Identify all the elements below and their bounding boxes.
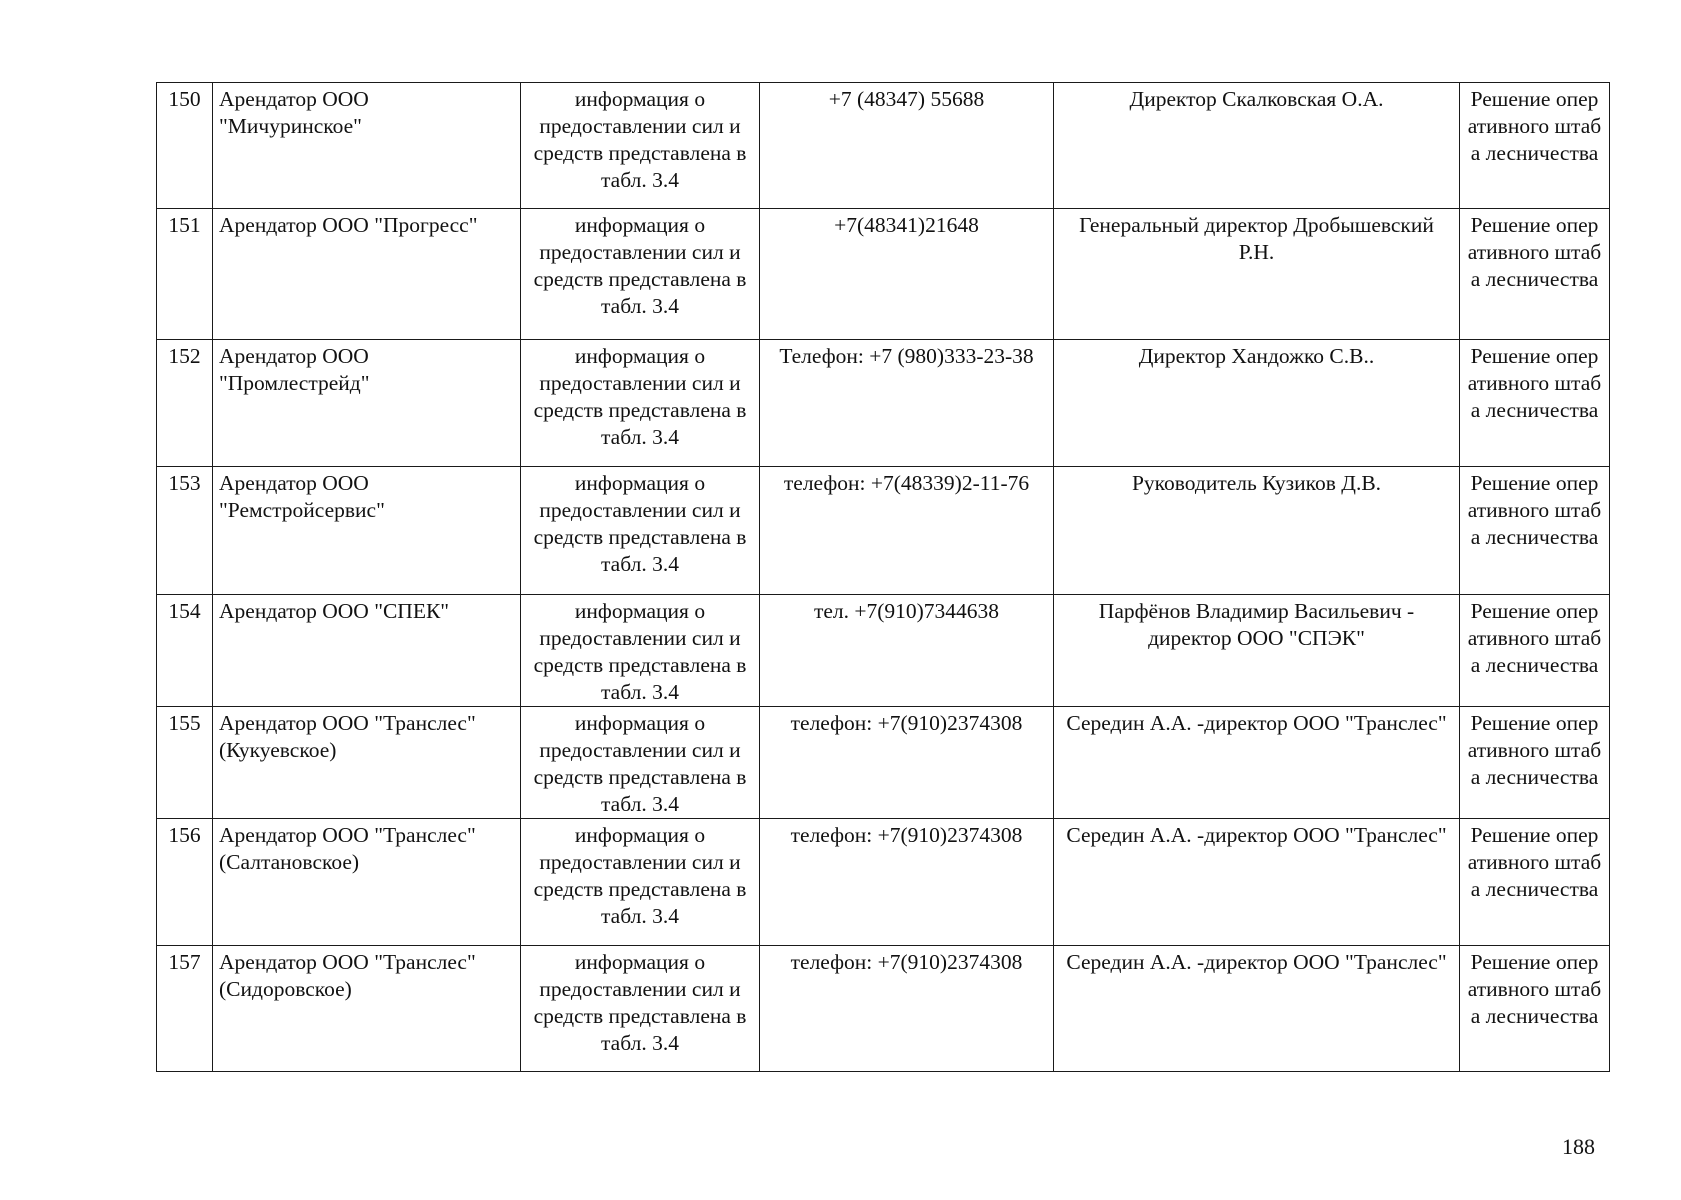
row-number: 151 — [157, 209, 213, 340]
resources-info: информация о предоставлении сил и средств представлена в табл. 3.4 — [521, 819, 760, 946]
responsible-person: Генеральный директор Дробышевский Р.Н. — [1054, 209, 1460, 340]
row-number: 156 — [157, 819, 213, 946]
resources-info: информация о предоставлении сил и средств представлена в табл. 3.4 — [521, 707, 760, 819]
table-row — [157, 595, 1610, 707]
contact-phone: телефон: +7(48339)2-11-76 — [760, 467, 1054, 595]
decision-basis: Решение оперативного штаба лесничества — [1460, 340, 1610, 467]
contact-phone: телефон: +7(910)2374308 — [760, 946, 1054, 1072]
contact-phone: Телефон: +7 (980)333-23-38 — [760, 340, 1054, 467]
table-row — [157, 340, 1610, 467]
table-row — [157, 946, 1610, 1072]
page-number: 188 — [1562, 1134, 1595, 1159]
row-number: 155 — [157, 707, 213, 819]
responsible-person: Руководитель Кузиков Д.В. — [1054, 467, 1460, 595]
responsible-person: Середин А.А. -директор ООО "Транслес" — [1054, 819, 1460, 946]
responsible-person: Директор Скалковская О.А. — [1054, 83, 1460, 209]
organization-name: Арендатор ООО "Транслес" (Салтановское) — [213, 819, 521, 946]
resources-info: информация о предоставлении сил и средств представлена в табл. 3.4 — [521, 83, 760, 209]
table-row — [157, 819, 1610, 946]
decision-basis: Решение оперативного штаба лесничества — [1460, 819, 1610, 946]
table-row — [157, 209, 1610, 340]
table-row — [157, 83, 1610, 209]
organization-name: Арендатор ООО "Транслес" (Сидоровское) — [213, 946, 521, 1072]
row-number: 157 — [157, 946, 213, 1072]
contact-phone: телефон: +7(910)2374308 — [760, 819, 1054, 946]
contact-phone: +7 (48347) 55688 — [760, 83, 1054, 209]
organization-name: Арендатор ООО "Мичуринское" — [213, 83, 521, 209]
resources-info: информация о предоставлении сил и средств представлена в табл. 3.4 — [521, 467, 760, 595]
row-number: 154 — [157, 595, 213, 707]
decision-basis: Решение оперативного штаба лесничества — [1460, 595, 1610, 707]
contact-phone: телефон: +7(910)2374308 — [760, 707, 1054, 819]
contact-phone: тел. +7(910)7344638 — [760, 595, 1054, 707]
decision-basis: Решение оперативного штаба лесничества — [1460, 83, 1610, 209]
responsible-person: Директор Хандожко С.В.. — [1054, 340, 1460, 467]
decision-basis: Решение оперативного штаба лесничества — [1460, 467, 1610, 595]
contact-phone: +7(48341)21648 — [760, 209, 1054, 340]
table-row — [157, 467, 1610, 595]
responsible-person: Середин А.А. -директор ООО "Транслес" — [1054, 946, 1460, 1072]
resources-info: информация о предоставлении сил и средств представлена в табл. 3.4 — [521, 340, 760, 467]
organization-name: Арендатор ООО "Промлестрейд" — [213, 340, 521, 467]
resources-info: информация о предоставлении сил и средств представлена в табл. 3.4 — [521, 595, 760, 707]
decision-basis: Решение оперативного штаба лесничества — [1460, 946, 1610, 1072]
organization-name: Арендатор ООО "Транслес" (Кукуевское) — [213, 707, 521, 819]
decision-basis: Решение оперативного штаба лесничества — [1460, 707, 1610, 819]
organization-name: Арендатор ООО "Прогресс" — [213, 209, 521, 340]
responsible-person: Середин А.А. -директор ООО "Транслес" — [1054, 707, 1460, 819]
row-number: 152 — [157, 340, 213, 467]
decision-basis: Решение оперативного штаба лесничества — [1460, 209, 1610, 340]
leaseholders-table — [156, 82, 1610, 1072]
table-row — [157, 707, 1610, 819]
organization-name: Арендатор ООО "СПЕК" — [213, 595, 521, 707]
responsible-person: Парфёнов Владимир Васильевич - директор ООО "СПЭК" — [1054, 595, 1460, 707]
resources-info: информация о предоставлении сил и средств представлена в табл. 3.4 — [521, 946, 760, 1072]
row-number: 153 — [157, 467, 213, 595]
row-number: 150 — [157, 83, 213, 209]
resources-info: информация о предоставлении сил и средств представлена в табл. 3.4 — [521, 209, 760, 340]
organization-name: Арендатор ООО "Ремстройсервис" — [213, 467, 521, 595]
